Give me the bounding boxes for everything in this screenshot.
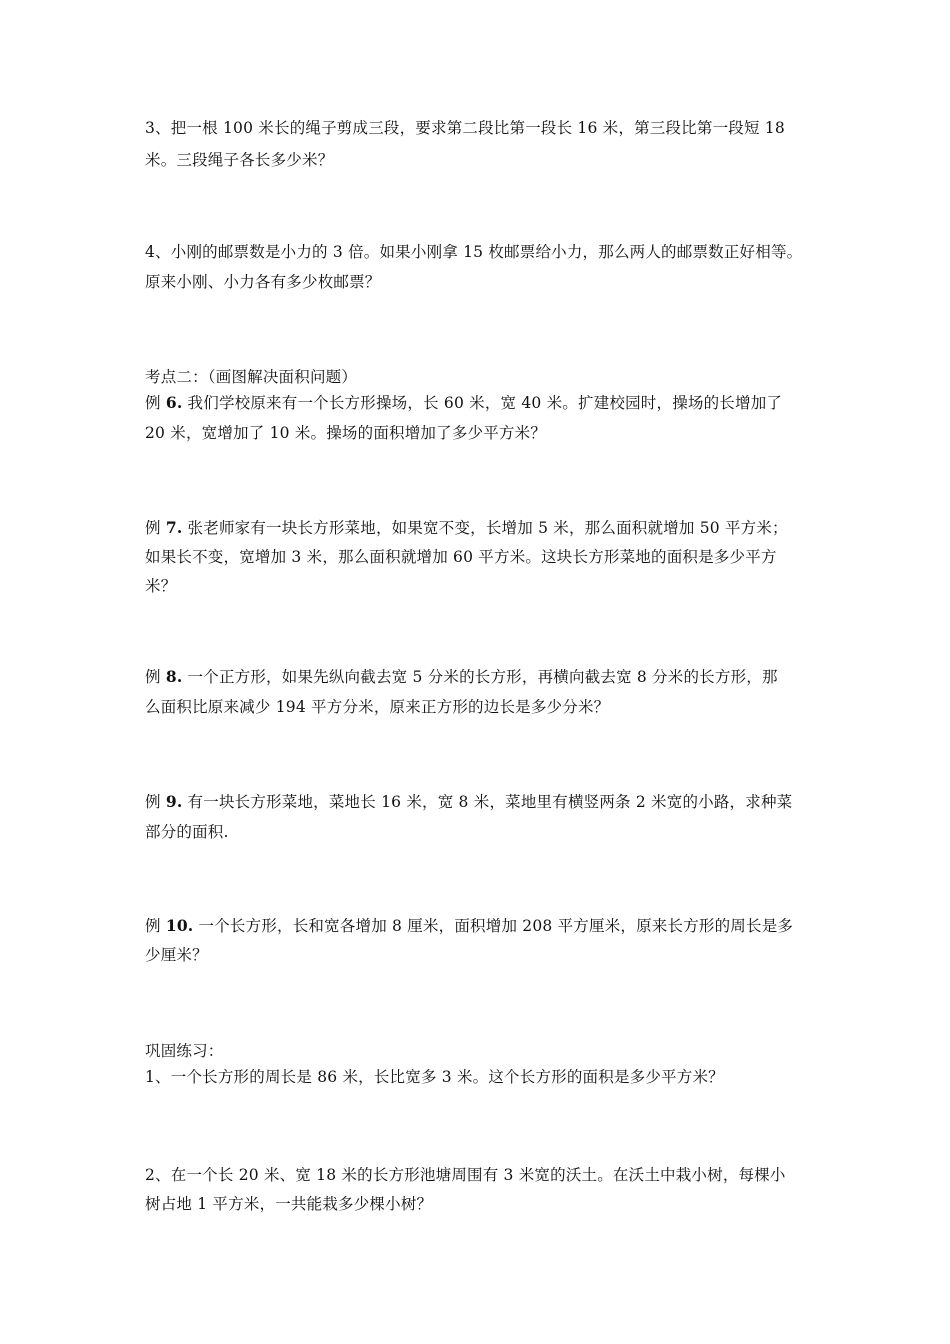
example-text: 我们学校原来有一个长方形操场，长 60 米，宽 40 米。扩建校园时，操场的长增加了 (182, 394, 783, 412)
example-number: 9. (165, 792, 183, 811)
example-label: 例 (145, 917, 166, 935)
example-number: 8. (165, 667, 183, 686)
problem-3-line-1: 3、把一根 100 米长的绳子剪成三段，要求第二段比第一段长 16 米，第三段比第一段短 18 (145, 119, 785, 137)
example-label: 例 (145, 519, 166, 537)
example-number: 10. (165, 916, 194, 935)
example-7-line-2: 如果长不变，宽增加 3 米，那么面积就增加 60 平方米。这块长方形菜地的面积是多少平方 (145, 548, 777, 566)
example-9-line-2: 部分的面积. (145, 823, 229, 841)
example-text: 张老师家有一块长方形菜地，如果宽不变，长增加 5 米，那么面积就增加 50 平方米； (182, 519, 788, 537)
problem-4-line-2: 原来小刚、小力各有多少枚邮票？ (145, 273, 381, 291)
example-6-line-2: 20 米，宽增加了 10 米。操场的面积增加了多少平方米？ (145, 424, 547, 442)
practice-1-line-1: 1、一个长方形的周长是 86 米，长比宽多 3 米。这个长方形的面积是多少平方米？ (145, 1068, 724, 1086)
example-9-line-1 (145, 792, 815, 812)
example-number: 7. (165, 518, 183, 537)
practice-heading: 巩固练习： (145, 1042, 224, 1060)
example-8-line-1 (145, 667, 815, 687)
example-label: 例 (145, 394, 166, 412)
example-7-line-1 (145, 518, 815, 538)
example-text: 有一块长方形菜地，菜地长 16 米，宽 8 米，菜地里有横竖两条 2 米宽的小路，求种菜 (182, 793, 793, 811)
practice-2-line-1: 2、在一个长 20 米、宽 18 米的长方形池塘周围有 3 米宽的沃土。在沃土中栽小树，每棵小 (145, 1166, 786, 1184)
example-7-line-3: 米？ (145, 577, 177, 595)
example-10-line-2: 少厘米？ (145, 946, 208, 964)
example-label: 例 (145, 668, 166, 686)
practice-2-line-2: 树占地 1 平方米，一共能栽多少棵小树？ (145, 1195, 433, 1213)
example-number: 6. (165, 393, 183, 412)
example-8-line-2: 么面积比原来减少 194 平方分米，原来正方形的边长是多少分米？ (145, 698, 610, 716)
example-10-line-1 (145, 916, 815, 936)
problem-4-line-1: 4、小刚的邮票数是小力的 3 倍。如果小刚拿 15 枚邮票给小力，那么两人的邮票数正好相等。 (145, 243, 803, 261)
example-text: 一个长方形，长和宽各增加 8 厘米，面积增加 208 平方厘米，原来长方形的周长是多 (193, 917, 794, 935)
example-6-line-1 (145, 393, 815, 413)
section-heading: 考点二：（画图解决面积问题） (145, 368, 358, 386)
example-label: 例 (145, 793, 166, 811)
example-text: 一个正方形，如果先纵向截去宽 5 分米的长方形，再横向截去宽 8 分米的长方形，那 (182, 668, 778, 686)
problem-3-line-2: 米。三段绳子各长多少米？ (145, 151, 334, 169)
